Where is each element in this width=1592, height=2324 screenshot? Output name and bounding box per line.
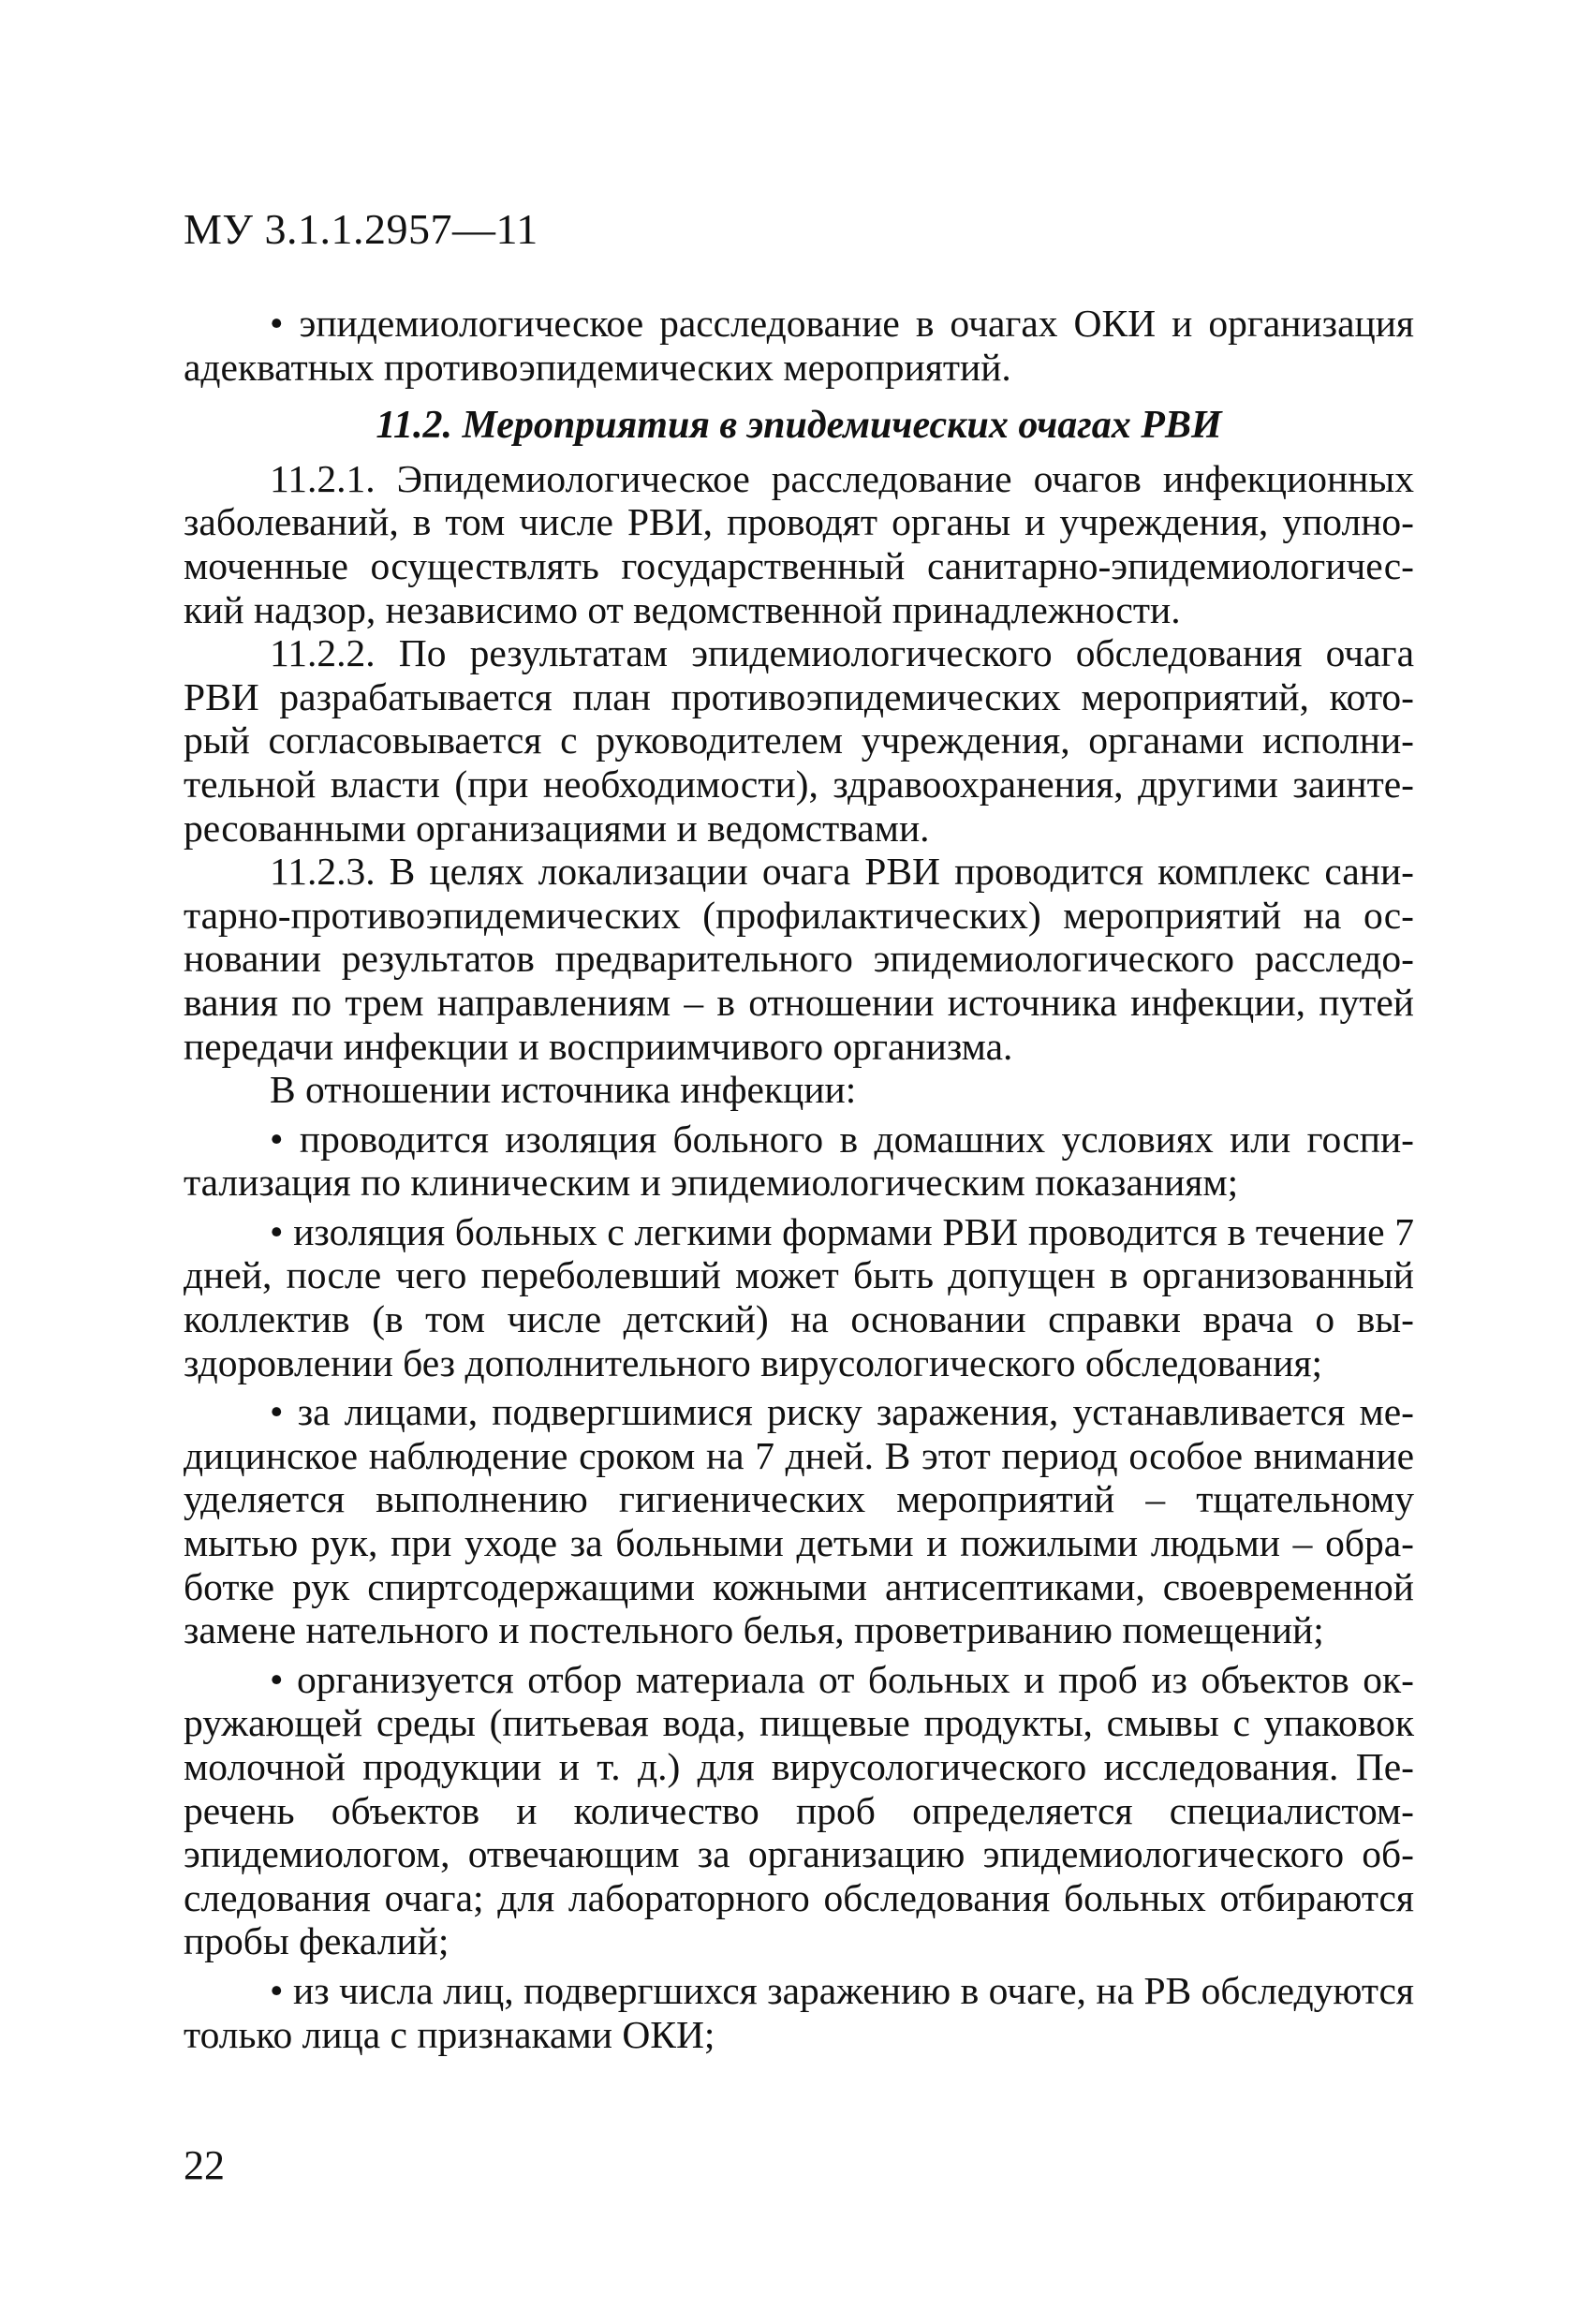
page-number: 22 — [184, 2142, 225, 2188]
document-code: МУ 3.1.1.2957—11 — [184, 205, 538, 253]
paragraph-11-2-2: 11.2.2. По результатам эпидемиологического обследования очага РВИ разрабатывается план противоэпидемических мероприятий, который согласовывается с руководителем учреждения, органами исполнительной власти (при необходимости), здравоохранения, другими заинтересованными организациями и ведомствами. — [184, 631, 1414, 850]
document-body — [184, 302, 1414, 2056]
bullet-isolation-mild: • изоляция больных с легкими формами РВИ проводится в течение 7 дней, после чего переболевший может быть допущен в организованный коллектив (в том числе детский) на основании справки врача о выздоровлении без дополнительного вирусологического обследования; — [184, 1209, 1414, 1384]
bullet-examination: • из числа лиц, подвергшихся заражению в очаге, на РВ обследуются только лица с признаками ОКИ; — [184, 1968, 1414, 2056]
paragraph-source-intro: В отношении источника инфекции: — [270, 1068, 857, 1112]
bullet-medical-observation: • за лицами, подвергшимися риску заражения, устанавливается медицинское наблюдение сроком на 7 дней. В этот период особое внимание уделяется выполнению гигиенических мероприятий – тщательному мытью рук, при уходе за больными детьми и пожилыми людьми – обработке рук спиртсодержащими кожными антисептиками, своевременной замене нательного и постельного белья, проветриванию помещений; — [184, 1390, 1414, 1652]
bullet-sample-collection: • организуется отбор материала от больных и проб из объектов окружающей среды (питьевая вода, пищевые продукты, смывы с упаковок молочной продукции и т. д.) для вирусологического исследования. Перечень объектов и количество проб определяется специалистом-эпидемиологом, отвечающим за организацию эпидемиологического обследования очага; для лабораторного обследования больных отбираются пробы фекалий; — [184, 1657, 1414, 1963]
paragraph-intro-bullet: • эпидемиологическое расследование в очагах ОКИ и организация адекватных противоэпидемических мероприятий. — [184, 302, 1414, 389]
section-heading: 11.2. Мероприятия в эпидемических очагах РВИ — [376, 404, 1222, 448]
paragraph-11-2-3: 11.2.3. В целях локализации очага РВИ проводится комплекс санитарно-противоэпидемических (профилактических) мероприятий на основании результатов предварительного эпидемиологического расследования по трем направлениям – в отношении источника инфекции, путей передачи инфекции и восприимчивого организма. — [184, 850, 1414, 1068]
paragraph-11-2-1: 11.2.1. Эпидемиологическое расследование очагов инфекционных заболеваний, в том числе РВИ, проводят органы и учреждения, уполномоченные осуществлять государственный санитарно-эпидемиологический надзор, независимо от ведомственной принадлежности. — [184, 456, 1414, 631]
bullet-isolation-home: • проводится изоляция больного в домашних условиях или госпитализация по клиническим и эпидемиологическим показаниям; — [184, 1117, 1414, 1205]
